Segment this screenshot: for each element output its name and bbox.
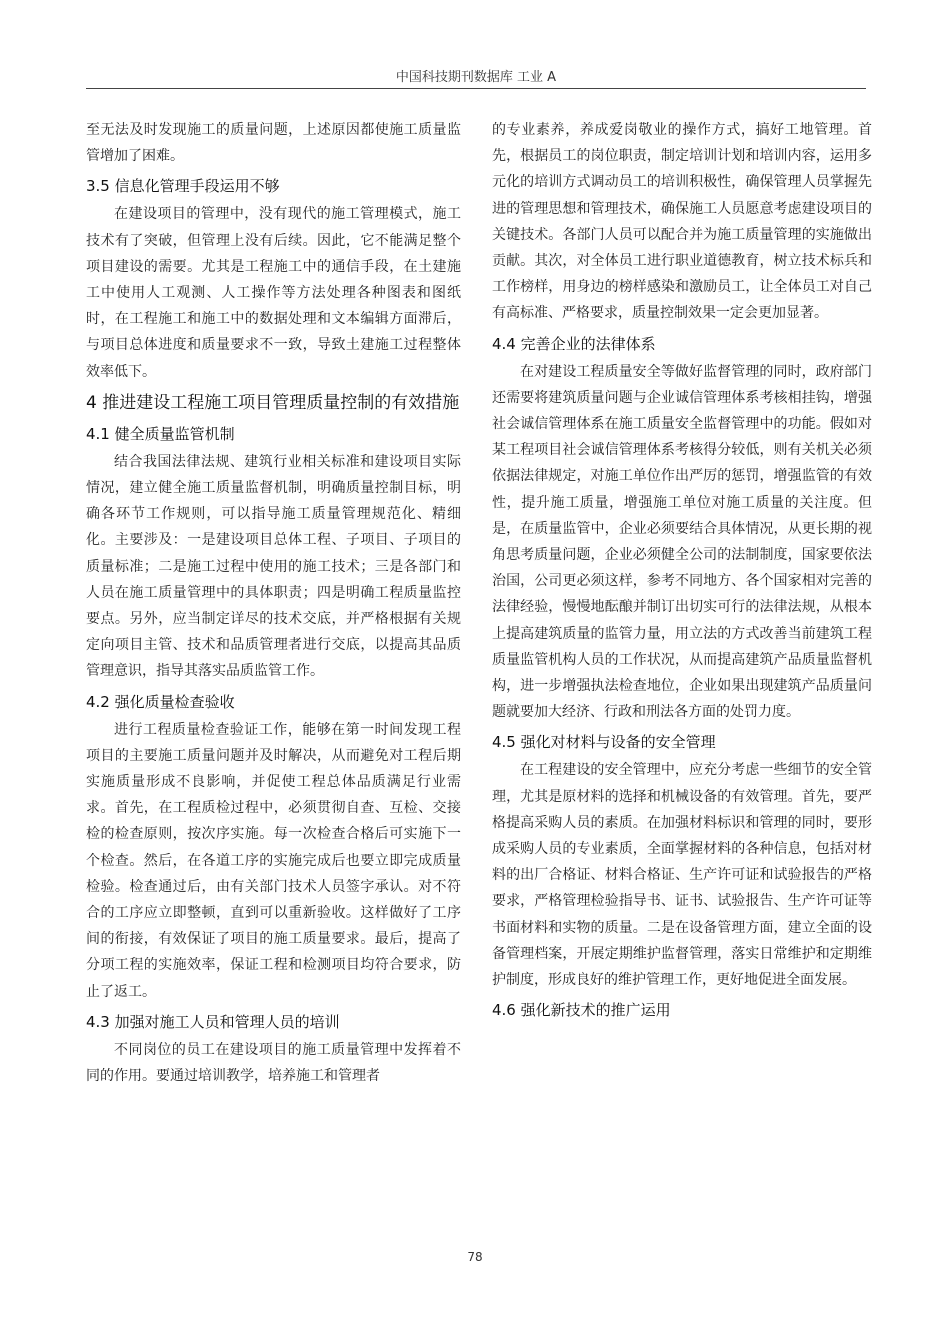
- section-heading-4-4: 4.4 完善企业的法律体系: [492, 334, 656, 353]
- paragraph-3-5: 在建设项目的管理中，没有现代的施工管理模式，施工技术有了突破，但管理上没有后续。因此，它不能满足整个项目建设的需要。尤其是工程施工中的通信手段，在土建施工中使用人工观测、人工操作等方法处理各种图表和图纸时，在工程施工和施工中的数据处理和文本编辑方面滞后，与项目总体进度和质量要求不一致，导致土建施工过程整体效率低下。: [86, 206, 461, 380]
- section-heading-4-2: 4.2 强化质量检查验收: [86, 692, 235, 711]
- section-heading-4-5: 4.5 强化对材料与设备的安全管理: [492, 733, 716, 752]
- paragraph-continued: 至无法及时发现施工的质量问题，上述原因都使施工质量监管增加了困难。: [86, 122, 461, 165]
- paragraph-4-1: 结合我国法律法规、建筑行业相关标准和建设项目实际情况，建立健全施工质量监督机制，明确质量控制目标，明确各环节工作规则，可以指导施工质量管理规范化、精细化。主要涉及：一是建设项目总体工程、子项目、子项目的质量标准；二是施工过程中使用的施工技术；三是各部门和人员在施工质量管理中的具体职责；四是明确工程质量监控要点。另外，应当制定详尽的技术交底，并严格根据有关规定向项目主管、技术和品质管理者进行交底，以提高其品质管理意识，指导其落实品质监管工作。: [86, 453, 461, 680]
- paragraph-4-2: 进行工程质量检查验证工作，能够在第一时间发现工程项目的主要施工质量问题并及时解决，从而避免对工程后期实施质量形成不良影响，并促使工程总体品质满足行业需求。首先，在工程质检过程中，必须贯彻自查、互检、交接检的检查原则，按次序实施。每一次检查合格后可实施下一个检查。然后，在各道工序的实施完成后也要立即完成质量检验。检查通过后，由有关部门技术人员签字承认。对不符合的工序应立即整顿，直到可以重新验收。这样做好了工序间的衔接，有效保证了项目的施工质量要求。最后，提高了分项工程的实施效率，保证工程和检测项目均符合要求，防止了返工。: [86, 721, 461, 1000]
- paragraph-4-3-continued: 的专业素养，养成爱岗敬业的操作方式，搞好工地管理。首先，根据员工的岗位职责，制定培训计划和培训内容，运用多元化的培训方式调动员工的培训积极性，确保管理人员掌握先进的管理思想和管理技术，确保施工人员愿意考虑建设项目的关键技术。各部门人员可以配合并为施工质量管理的实施做出贡献。其次，对全体员工进行职业道德教育，树立技术标兵和工作榜样，用身边的榜样感染和激励员工，让全体员工对自己有高标准、严格要求，质量控制效果一定会更加显著。: [492, 122, 872, 322]
- paragraph-4-3: 不同岗位的员工在建设项目的施工质量管理中发挥着不同的作用。要通过培训教学，培养施工和管理者: [86, 1041, 461, 1085]
- paragraph-4-5: 在工程建设的安全管理中，应充分考虑一些细节的安全管理，尤其是原材料的选择和机械设备的有效管理。首先，要严格提高采购人员的素质。在加强材料标识和管理的同时，要形成采购人员的专业素质，全面掌握材料的各种信息，包括对材料的出厂合格证、材料合格证、生产许可证和试验报告的严格要求，严格管理检验指导书、证书、试验报告、生产许可证等书面材料和实物的质量。二是在设备管理方面，建立全面的设备管理档案，开展定期维护监督管理，落实日常维护和定期维护制度，形成良好的维护管理工作，更好地促进全面发展。: [492, 762, 872, 989]
- section-heading-4-3: 4.3 加强对施工人员和管理人员的培训: [86, 1012, 340, 1031]
- section-heading-4-1: 4.1 健全质量监管机制: [86, 424, 235, 443]
- section-heading-3-5: 3.5 信息化管理手段运用不够: [86, 177, 280, 196]
- section-heading-4: 4 推进建设工程施工项目管理质量控制的有效措施: [86, 392, 460, 413]
- running-header: 中国科技期刊数据库 工业 A: [86, 66, 866, 89]
- right-column: [492, 117, 872, 1025]
- paragraph-4-4: 在对建设工程质量安全等做好监督管理的同时，政府部门还需要将建筑质量问题与企业诚信管理体系考核相挂钩，增强社会诚信管理体系在施工质量安全监督管理中的功能。假如对某工程项目社会诚信管理体系考核得分较低，则有关机关必须依据法律规定，对施工单位作出严厉的惩罚，增强监管的有效性，提升施工质量，增强施工单位对施工质量的关注度。但是，在质量监管中，企业必须要结合具体情况，从更长期的视角思考质量问题，企业必须健全公司的法制制度，国家要依法治国，公司更必须这样，参考不同地方、各个国家相对完善的法律经验，慢慢地酝酿并制订出切实可行的法律法规，从根本上提高建筑质量的监管力量，用立法的方式改善当前建筑工程质量监管机构人员的工作状况，从而提高建筑产品质量监督机构，进一步增强执法检查地位，企业如果出现建筑产品质量问题就要加大经济、行政和刑法各方面的处罚力度。: [492, 363, 872, 721]
- left-column: [86, 117, 461, 1089]
- section-heading-4-6: 4.6 强化新技术的推广运用: [492, 1001, 671, 1020]
- page-number: 78: [467, 1250, 483, 1264]
